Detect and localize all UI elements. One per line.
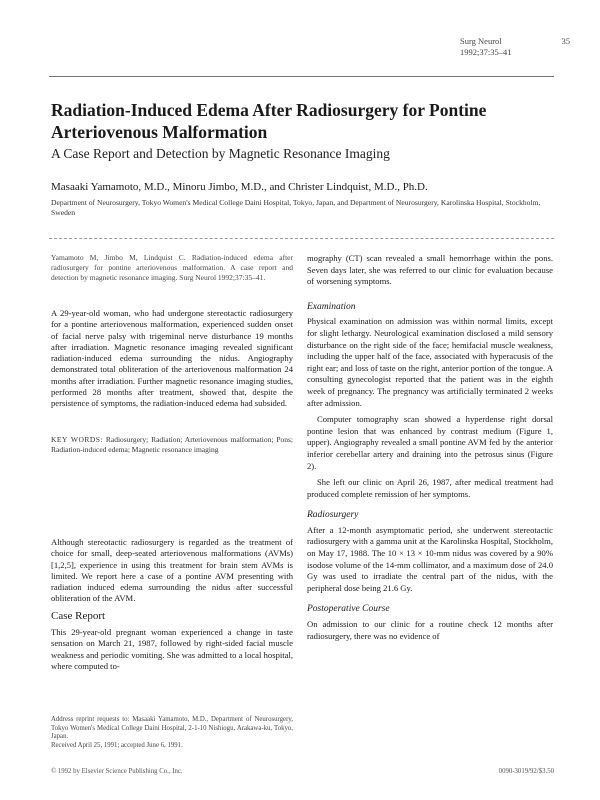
examination-heading: Examination — [307, 301, 356, 312]
right-column — [307, 253, 553, 647]
right-para-2: Physical examination on admission was within normal limits, except for slight lethargy. Neurological examination disclosed a mild sensory disturbance on the right side of the face; hemifacial muscle weakness, including the upper half of the face, associated with hyperacusis of the right ear; and loss of taste on the right, anterior portion of the tongue. A consulting gynecologist reported that the patient was in the eighth week of pregnancy. The pregnancy was artificially terminated 2 weeks after admission. — [307, 316, 553, 408]
right-para-5: After a 12-month asymptomatic period, she underwent stereotactic radiosurgery with a gamma unit at the Karolinska Hospital, Stockholm, on May 17, 1988. The 10 × 13 × 10-mm nidus was covered by a 90% isodose volume of the 14-mm collimator, and a maximum dose of 24.0 Gy was used to irradiate the central part of the nidus, with the peripheral dose being 21.6 Gy. — [307, 524, 553, 593]
right-para-3: Computer tomography scan showed a hyperdense right dorsal pontine lesion that was enhanced by contrast medium (Figure 1, upper). Angiography revealed a small pontine AVM fed by the anterior inferior cerebellar artery and draining into the petrosus sinus (Figure 2). — [307, 414, 553, 471]
running-head — [460, 36, 570, 58]
right-para-1: mography (CT) scan revealed a small hemorrhage within the pons. Seven days later, she was referred to our clinic for evaluation because of worsening symptoms. — [307, 253, 553, 287]
article-title: Radiation-Induced Edema After Radiosurgery for Pontine Arteriovenous Malformation — [51, 100, 487, 142]
correspondence-note — [51, 716, 293, 750]
volume-pages: 1992;37:35–41 — [460, 47, 512, 57]
journal-name: Surg Neurol — [460, 36, 502, 46]
issn: 0090-3019/92/$3.50 — [498, 768, 554, 775]
case-report-heading: Case Report — [51, 610, 106, 622]
keywords-text: Radiosurgery; Radiation; Arteriovenous malformation; Pons; Radiation-induced edema; Magnetic resonance imaging — [51, 435, 293, 454]
abstract: A 29-year-old woman, who had undergone stereotactic radiosurgery for a pontine arteriovenous malformation, experienced sudden onset of facial nerve palsy with trigeminal nerve disturbance 19 months after irradiation. Magnetic resonance imaging revealed significant radiation-induced edema surrounding the nidus. Angiography demonstrated total obliteration of the arteriovenous malformation 24 months after irradiation. Further magnetic resonance imaging studies, performed 28 months after treatment, showed that, despite the persistence of symptoms, the radiation-induced edema had subsided. — [51, 308, 293, 409]
keywords-label: KEY WORDS: — [51, 435, 104, 444]
article-subtitle: A Case Report and Detection by Magnetic Resonance Imaging — [51, 146, 390, 161]
affiliation: Department of Neurosurgery, Tokyo Women's Medical College Daini Hospital, Tokyo, Japan, and Department of Neurosurgery, Karolinska Hospital, Stockholm, Sweden — [51, 198, 541, 217]
received-dates: Received April 25, 1991; accepted June 6, 1991. — [51, 741, 183, 749]
section-divider — [49, 238, 554, 239]
right-para-4: She left our clinic on April 26, 1987, after medical treatment had produced complete remission of her symptoms. — [307, 477, 553, 499]
case-report-section — [51, 611, 293, 673]
radiosurgery-heading: Radiosurgery — [307, 510, 359, 521]
citation: Yamamoto M, Jimbo M, Lindquist C. Radiation-induced edema after radiosurgery for pontine arteriovenous malformation. A case report and detection by magnetic resonance imaging. Surg Neurol 1992;37:35–41. — [51, 253, 293, 282]
author-list: Masaaki Yamamoto, M.D., Minoru Jimbo, M.D., and Christer Lindquist, M.D., Ph.D. — [51, 181, 428, 193]
case-report-text: This 29-year-old pregnant woman experienced a change in taste sensation on March 21, 1987, followed by right-sided facial muscle weakness and periodic vomiting. She was admitted to a local hospital, where computed to- — [51, 626, 293, 672]
keywords — [51, 435, 293, 455]
page-number: 35 — [561, 36, 570, 46]
introduction: Although stereotactic radiosurgery is regarded as the treatment of choice for small, deep-seated arteriovenous malformations (AVMs) [1,2,5], experience in using this treatment for brain stem AVMs is limited. We report here a case of a pontine AVM presenting with radiation induced edema surrounding the nidus after successful obliteration of the AVM. — [51, 537, 293, 604]
right-para-6: On admission to our clinic for a routine check 12 months after radiosurgery, there was no evidence of — [307, 619, 553, 641]
reprint-address: Address reprint requests to: Masaaki Yamamoto, M.D., Department of Neurosurgery, Tokyo Women's Medical College Daini Hospital, 2-1-10 Nishiogu, Arakawa-ku, Tokyo, Japan. — [51, 716, 293, 741]
copyright: © 1992 by Elsevier Science Publishing Co., Inc. — [51, 768, 183, 775]
postoperative-heading: Postoperative Course — [307, 604, 390, 615]
top-rule — [49, 76, 554, 77]
